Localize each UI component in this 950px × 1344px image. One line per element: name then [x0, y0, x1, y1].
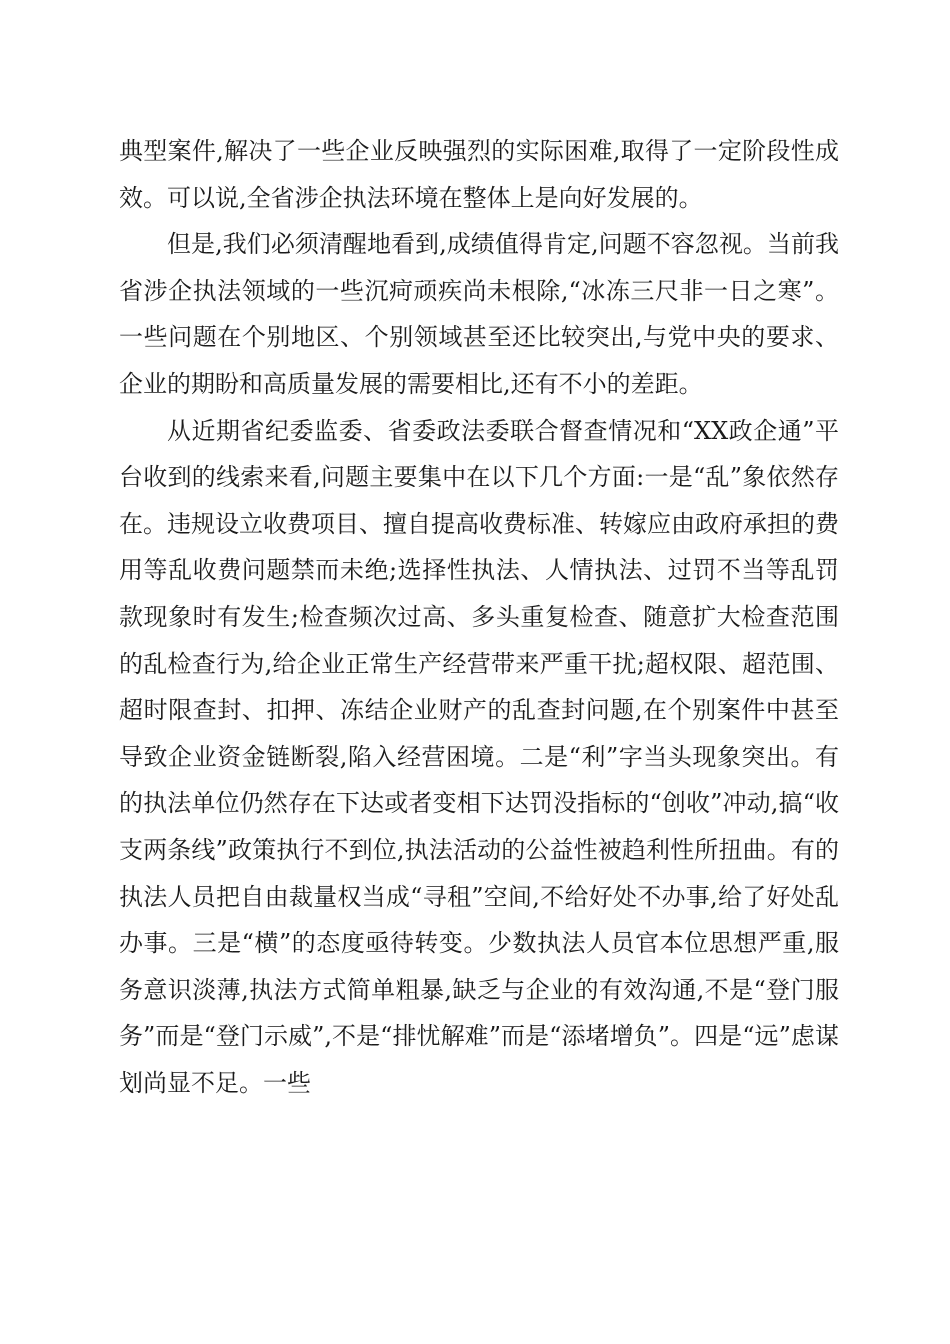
- paragraph-2: 但是,我们必须清醒地看到,成绩值得肯定,问题不容忽视。当前我省涉企执法领域的一些沉疴顽疾尚未根除,“冰冻三尺非一日之寒”。一些问题在个别地区、个别领域甚至还比较突出,与党中央的要求、企业的期盼和高质量发展的需要相比,还有不小的差距。: [119, 230, 839, 398]
- paragraph-1: 典型案件,解决了一些企业反映强烈的实际困难,取得了一定阶段性成效。可以说,全省涉企执法环境在整体上是向好发展的。: [119, 137, 839, 212]
- paragraph-3: 从近期省纪委监委、省委政法委联合督查情况和“XX政企通”平台收到的线索来看,问题主要集中在以下几个方面:一是“乱”象依然存在。违规设立收费项目、擅自提高收费标准、转嫁应由政府承担的费用等乱收费问题禁而未绝;选择性执法、人情执法、过罚不当等乱罚款现象时有发生;检查频次过高、多头重复检查、随意扩大检查范围的乱检查行为,给企业正常生产经营带来严重干扰;超权限、超范围、超时限查封、扣押、冻结企业财产的乱查封问题,在个别案件中甚至导致企业资金链断裂,陷入经营困境。二是“利”字当头现象突出。有的执法单位仍然存在下达或者变相下达罚没指标的“创收”冲动,搞“收支两条线”政策执行不到位,执法活动的公益性被趋利性所扭曲。有的执法人员把自由裁量权当成“寻租”空间,不给好处不办事,给了好处乱办事。三是“横”的态度亟待转变。少数执法人员官本位思想严重,服务意识淡薄,执法方式简单粗暴,缺乏与企业的有效沟通,不是“登门服务”而是“登门示威”,不是“排忧解难”而是“添堵增负”。四是“远”虑谋划尚显不足。一些: [119, 416, 839, 1097]
- document-body: [119, 128, 839, 1106]
